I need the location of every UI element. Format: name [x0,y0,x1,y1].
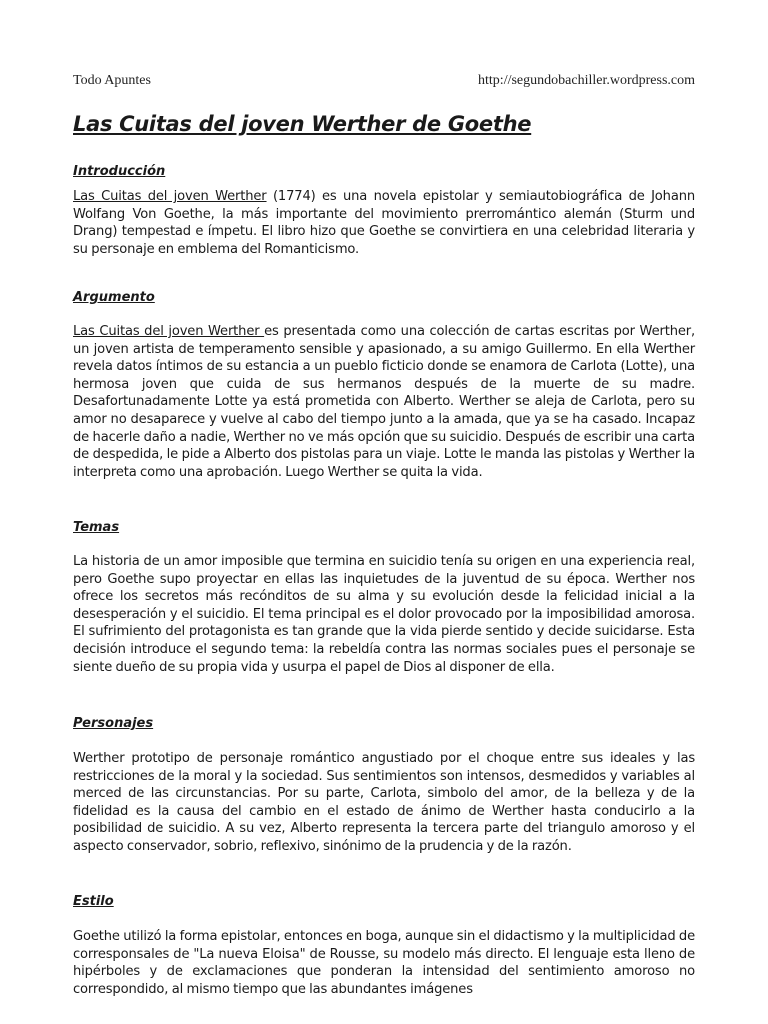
page-header [73,73,695,89]
document-title: Las Cuitas del joven Werther de Goethe [73,112,532,136]
paragraph-temas: La historia de un amor imposible que termina en suicidio tenía su origen en una experiencia real, pero Goethe supo proyectar en ellas las inquietudes de la juventud de su época. Werther nos ofrece los secretos más recónditos de su alma y su evolución desde la felicidad inicial a la desesperación y el suicidio. El tema principal es el dolor provocado por la imposibilidad amorosa. El sufrimiento del protagonista es tan grande que la vida pierde sentido y decide suicidarse. Esta decisión introduce el segundo tema: la rebeldía contra las normas sociales pues el personaje se siente dueño de su propia vida y usurpa el papel de Dios al disponer de ella. [73,554,695,675]
heading-personajes: Personajes [73,716,154,731]
book-title-link: Las Cuitas del joven Werther [73,324,265,339]
paragraph-personajes: Werther prototipo de personaje romántico angustiado por el choque entre sus ideales y las restricciones de la moral y la sociedad. Sus sentimientos son intensos, desmedidos y variables al merced de las circunstancias. Por su parte, Carlota, simbolo del amor, de la belleza y de la fidelidad es la causa del cambio en el estado de ánimo de Werther hasta conducirlo a la posibilidad de suicidio. A su vez, Alberto representa la tercera parte del triangulo amoroso y el aspecto conservador, sobrio, reflexivo, sinónimo de la prudencia y de la razón. [73,751,695,854]
paragraph-text: (1774) es una novela epistolar y semiautobiográfica de Johann Wolfang Von Goethe, la más importante del movimiento prerromántico alemán (Sturm und Drang) tempestad e ímpetu. El libro hizo que Goethe se convirtiera en una celebridad literaria y su personaje en emblema del Romanticismo. [73,189,695,257]
paragraph-estilo: Goethe utilizó la forma epistolar, entonces en boga, aunque sin el didactismo y la multiplicidad de corresponsales de "La nueva Eloisa" de Rousse, su modelo más directo. El lenguaje esta lleno de hipérboles y de exclamaciones que ponderan la intensidad del sentimiento amoroso no correspondido, al mismo tiempo que las abundantes imágenes [73,929,695,997]
heading-estilo: Estilo [73,894,114,909]
paragraph-text: es presentada como una colección de cartas escritas por Werther, un joven artista de temperamento sensible y apasionado, a su amigo Guillermo. En ella Werther revela datos íntimos de su estancia a un pueblo ficticio donde se enamora de Carlota (Lotte), una hermosa joven que cuida de sus hermanos después de la muerte de su madre. Desafortunadamente Lotte ya está prometida con Alberto. Werther se aleja de Carlota, pero su amor no desaparece y vuelve al cabo del tiempo junto a la amada, que ya se ha casado. Incapaz de hacerle daño a nadie, Werther no ve más opción que su suicidio. Después de escribir una carta de despedida, le pide a Alberto dos pistolas para un viaje. Lotte le manda las pistolas y Werther la interpreta como una aprobación. Luego Werther se quita la vida. [73,324,695,480]
heading-argumento: Argumento [73,290,155,305]
paragraph-argumento [73,323,695,481]
paragraph-introduccion [73,188,695,258]
header-url: http://segundobachiller.wordpress.com [478,73,695,88]
header-site-name: Todo Apuntes [73,73,151,88]
heading-introduccion: Introducción [73,164,166,179]
book-title-link: Las Cuitas del joven Werther [73,189,267,204]
heading-temas: Temas [73,520,120,535]
